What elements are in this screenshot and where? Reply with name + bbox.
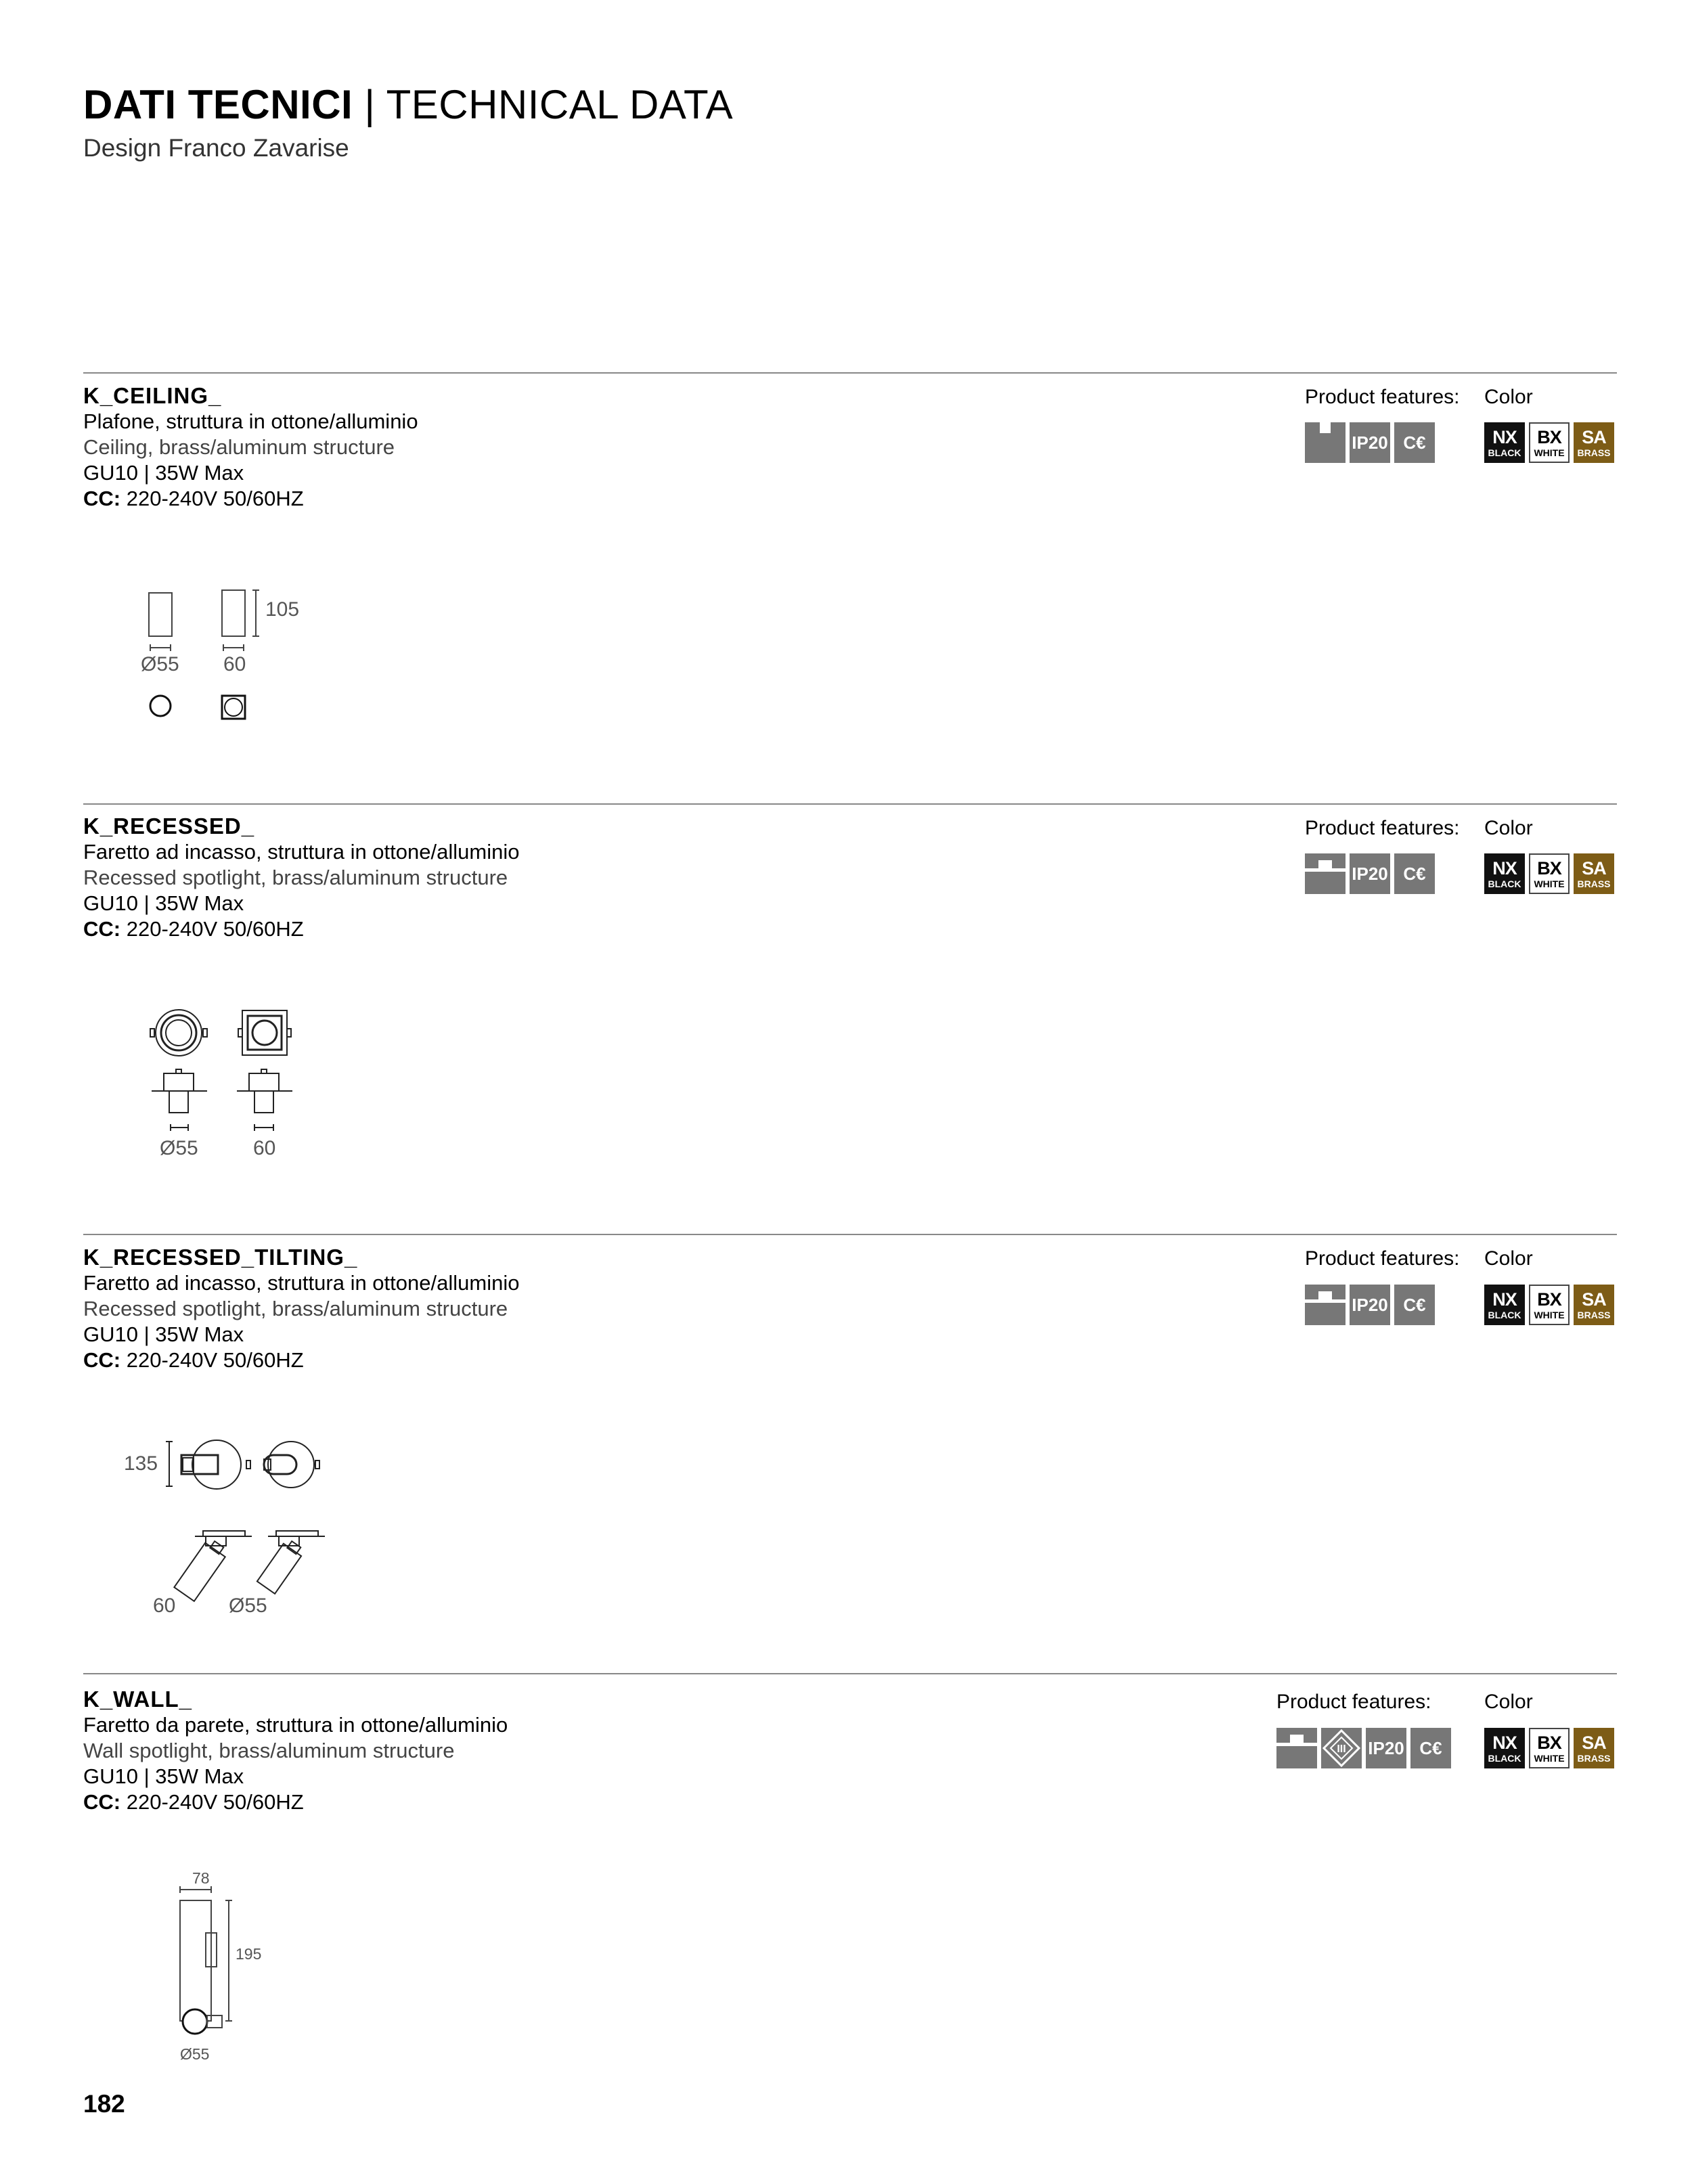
ce-mark-icon: C€ bbox=[1394, 422, 1435, 463]
dimension-diameter: Ø55 bbox=[160, 1137, 198, 1159]
color-swatch-black: NX BLACK bbox=[1484, 1285, 1525, 1325]
features-icons bbox=[1276, 1728, 1451, 1768]
voltage-spec bbox=[83, 916, 519, 942]
dimension-diameter: Ø55 bbox=[180, 2045, 210, 2063]
description-italian: Faretto ad incasso, struttura in ottone/alluminio bbox=[83, 1271, 520, 1295]
recessed-mount-icon bbox=[1305, 1285, 1346, 1325]
title-english: TECHNICAL DATA bbox=[386, 82, 734, 127]
color-swatch-white: BX WHITE bbox=[1529, 1728, 1570, 1768]
features-label: Product features: bbox=[1276, 1691, 1431, 1713]
cc-label: CC: bbox=[83, 917, 121, 941]
cc-label: CC: bbox=[83, 1790, 121, 1814]
cc-value: 220-240V 50/60HZ bbox=[126, 1790, 304, 1814]
product-info-recessed bbox=[83, 814, 519, 942]
ip20-icon: IP20 bbox=[1350, 1285, 1390, 1325]
product-info-wall bbox=[83, 1687, 508, 1815]
lamp-spec: GU10 | 35W Max bbox=[83, 1764, 244, 1788]
description-italian: Plafone, struttura in ottone/alluminio bbox=[83, 409, 418, 433]
color-label: Color bbox=[1484, 1691, 1533, 1713]
section-divider bbox=[83, 803, 1617, 805]
title-italian: DATI TECNICI bbox=[83, 82, 353, 127]
color-swatch-black: NX BLACK bbox=[1484, 853, 1525, 894]
section-divider bbox=[83, 1673, 1617, 1674]
color-swatch-white: BX WHITE bbox=[1529, 1285, 1570, 1325]
product-code: K_RECESSED_TILTING_ bbox=[83, 1245, 358, 1270]
color-swatches bbox=[1484, 853, 1614, 894]
description-english: Ceiling, brass/aluminum structure bbox=[83, 435, 395, 459]
product-code: K_RECESSED_ bbox=[83, 814, 255, 839]
dimension-diameter: Ø55 bbox=[229, 1595, 267, 1617]
product-info-recessed-tilting bbox=[83, 1245, 519, 1373]
dimension-width: 78 bbox=[192, 1869, 210, 1887]
description-english: Recessed spotlight, brass/aluminum structure bbox=[83, 866, 508, 889]
product-code: K_WALL_ bbox=[83, 1687, 193, 1712]
features-icons bbox=[1305, 1285, 1435, 1325]
page-number: 182 bbox=[83, 2090, 125, 2118]
dimension-width: 60 bbox=[253, 1137, 276, 1159]
dimension-height: 135 bbox=[124, 1452, 158, 1475]
features-label: Product features: bbox=[1305, 386, 1460, 408]
ce-mark-icon: C€ bbox=[1410, 1728, 1451, 1768]
color-swatch-black: NX BLACK bbox=[1484, 1728, 1525, 1768]
color-swatch-brass: SA BRASS bbox=[1574, 1285, 1614, 1325]
dimension-width: 60 bbox=[153, 1595, 176, 1617]
color-label: Color bbox=[1484, 817, 1533, 839]
recessed-mount-icon bbox=[1305, 853, 1346, 894]
features-icons bbox=[1305, 853, 1435, 894]
cc-value: 220-240V 50/60HZ bbox=[126, 917, 304, 941]
lamp-spec: GU10 | 35W Max bbox=[83, 461, 244, 485]
ceiling-mount-icon bbox=[1305, 422, 1346, 463]
wall-mount-icon bbox=[1276, 1728, 1317, 1768]
description-english: Wall spotlight, brass/aluminum structure bbox=[83, 1739, 455, 1762]
color-swatch-white: BX WHITE bbox=[1529, 422, 1570, 463]
product-code: K_CEILING_ bbox=[83, 383, 222, 408]
description-italian: Faretto da parete, struttura in ottone/alluminio bbox=[83, 1713, 508, 1737]
color-label: Color bbox=[1484, 386, 1533, 408]
class-iii-label: III bbox=[1337, 1743, 1346, 1755]
cc-label: CC: bbox=[83, 1348, 121, 1372]
page-title bbox=[83, 78, 733, 132]
title-separator: | bbox=[364, 82, 376, 127]
designer-credit: Design Franco Zavarise bbox=[83, 134, 349, 162]
ce-mark-icon: C€ bbox=[1394, 853, 1435, 894]
dimension-height: 105 bbox=[265, 598, 300, 621]
ip20-icon: IP20 bbox=[1366, 1728, 1406, 1768]
features-label: Product features: bbox=[1305, 1247, 1460, 1270]
ce-mark-icon: C€ bbox=[1394, 1285, 1435, 1325]
dimension-height: 195 bbox=[236, 1945, 262, 1963]
description-italian: Faretto ad incasso, struttura in ottone/alluminio bbox=[83, 840, 520, 864]
voltage-spec bbox=[83, 486, 418, 512]
dimension-width: 60 bbox=[223, 653, 246, 675]
wall-drawing bbox=[169, 1881, 277, 2051]
section-divider bbox=[83, 372, 1617, 374]
product-info-ceiling bbox=[83, 383, 418, 512]
color-label: Color bbox=[1484, 1247, 1533, 1270]
features-label: Product features: bbox=[1305, 817, 1460, 839]
color-swatches bbox=[1484, 1728, 1614, 1768]
lamp-spec: GU10 | 35W Max bbox=[83, 891, 244, 915]
description-english: Recessed spotlight, brass/aluminum structure bbox=[83, 1297, 508, 1320]
color-swatch-black: NX BLACK bbox=[1484, 422, 1525, 463]
ip20-icon: IP20 bbox=[1350, 853, 1390, 894]
section-divider bbox=[83, 1234, 1617, 1235]
color-swatches bbox=[1484, 422, 1614, 463]
recessed-drawing bbox=[142, 1002, 318, 1144]
cc-label: CC: bbox=[83, 487, 121, 510]
lamp-spec: GU10 | 35W Max bbox=[83, 1322, 244, 1346]
ip20-icon: IP20 bbox=[1350, 422, 1390, 463]
color-swatch-brass: SA BRASS bbox=[1574, 853, 1614, 894]
dimension-diameter: Ø55 bbox=[141, 653, 179, 675]
class-iii-icon bbox=[1321, 1728, 1362, 1768]
color-swatch-white: BX WHITE bbox=[1529, 853, 1570, 894]
color-swatch-brass: SA BRASS bbox=[1574, 422, 1614, 463]
cc-value: 220-240V 50/60HZ bbox=[126, 487, 304, 510]
features-icons bbox=[1305, 422, 1435, 463]
color-swatch-brass: SA BRASS bbox=[1574, 1728, 1614, 1768]
color-swatches bbox=[1484, 1285, 1614, 1325]
cc-value: 220-240V 50/60HZ bbox=[126, 1348, 304, 1372]
voltage-spec bbox=[83, 1347, 519, 1373]
voltage-spec bbox=[83, 1789, 508, 1815]
